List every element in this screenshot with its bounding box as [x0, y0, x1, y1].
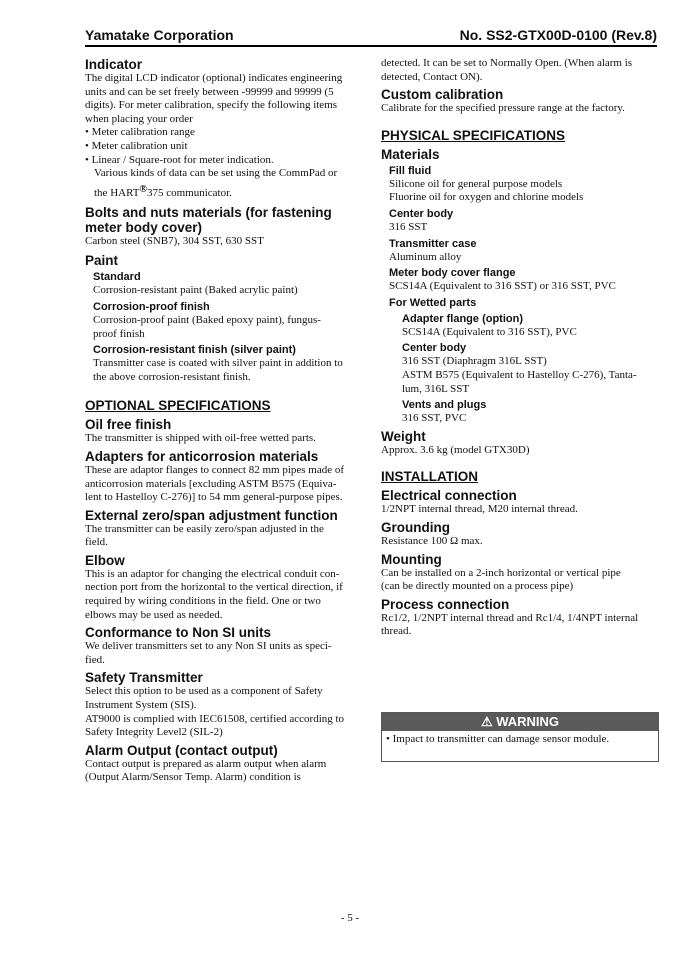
registered-mark: ® — [139, 183, 147, 195]
paint-proof-text-2: proof finish — [93, 327, 145, 340]
materials-heading: Materials — [381, 146, 440, 162]
elbow-heading: Elbow — [85, 552, 125, 568]
adapters-text: anticorrosion materials [excluding ASTM B575 (Equiva- — [85, 477, 337, 490]
page-number: - 5 - — [340, 912, 360, 924]
bullet-item: • Linear / Square-root for meter indication. — [85, 153, 274, 166]
elbow-text: nection port from the horizontal to the vertical direction, if — [85, 581, 343, 594]
wetted-center-body-text: ASTM B575 (Equivalent to Hastelloy C-276), Tanta- — [402, 368, 637, 381]
electrical-connection-heading: Electrical connection — [381, 488, 517, 504]
right-column — [381, 57, 657, 639]
safety-text: AT9000 is complied with IEC61508, certified according to — [85, 712, 345, 725]
grounding-text: Resistance 100 Ω max. — [381, 534, 483, 547]
physical-section-title: PHYSICAL SPECIFICATIONS — [381, 127, 566, 143]
paint-proof-heading: Corrosion-proof finish — [93, 300, 210, 313]
paint-standard-text: Corrosion-resistant paint (Baked acrylic paint) — [93, 284, 298, 297]
alarm-continued-text: detected. It can be set to Normally Open. (When alarm is — [381, 57, 633, 69]
elbow-text: This is an adaptor for changing the electrical conduit con- — [85, 567, 340, 580]
wetted-center-body-text: 316 SST (Diaphragm 316L SST) — [402, 355, 547, 368]
warning-text: • Impact to transmitter can damage sensor module. — [386, 733, 610, 745]
paint-heading: Paint — [85, 253, 119, 269]
indicator-text-3: digits). For meter calibration, specify the following items — [85, 99, 338, 112]
vents-plugs-heading: Vents and plugs — [402, 399, 487, 412]
mounting-text: Can be installed on a 2-inch horizontal or vertical pipe — [381, 566, 621, 579]
indicator-heading: Indicator — [85, 57, 143, 72]
electrical-connection-text: 1/2NPT internal thread, M20 internal thread. — [381, 503, 578, 516]
document-number: No. SS2-GTX00D-0100 (Rev.8) — [459, 27, 657, 43]
cover-flange-text: SCS14A (Equivalent to 316 SST) or 316 SST, PVC — [389, 280, 616, 293]
paint-silver-text-1: Transmitter case is coated with silver paint in addition to — [93, 357, 343, 370]
hart-pre: the HART — [94, 186, 140, 199]
adapters-text: lent to Hastelloy C-276)] to 54 mm general-purpose pipes. — [85, 491, 343, 504]
transmitter-case-heading: Transmitter case — [389, 237, 477, 250]
bolts-heading-2: meter body cover) — [85, 219, 203, 235]
weight-text: Approx. 3.6 kg (model GTX30D) — [381, 443, 530, 456]
warning-title: ⚠ WARNING — [382, 713, 658, 731]
zero-span-text: The transmitter can be easily zero/span adjusted in the — [85, 522, 324, 535]
adapters-heading: Adapters for anticorrosion materials — [85, 448, 319, 464]
alarm-continued-text: detected, Contact ON). — [381, 70, 483, 83]
indicator-text-4: when placing your order — [85, 112, 193, 125]
paint-silver-heading: Corrosion-resistant finish (silver paint) — [93, 344, 296, 357]
optional-section-title: OPTIONAL SPECIFICATIONS — [85, 398, 271, 414]
indicator-text-1: The digital LCD indicator (optional) indicates engineering — [85, 72, 343, 84]
custom-calibration-heading: Custom calibration — [381, 87, 504, 103]
zero-span-text: field. — [85, 536, 108, 549]
adapter-flange-text: SCS14A (Equivalent to 316 SST), PVC — [402, 325, 577, 338]
vents-plugs-text: 316 SST, PVC — [402, 412, 467, 425]
adapter-flange-heading: Adapter flange (option) — [402, 312, 523, 325]
paint-standard-heading: Standard — [93, 271, 141, 284]
company-name: Yamatake Corporation — [85, 27, 234, 43]
center-body-text: 316 SST — [389, 220, 428, 233]
safety-heading: Safety Transmitter — [85, 670, 203, 686]
non-si-heading: Conformance to Non SI units — [85, 625, 272, 641]
process-connection-heading: Process connection — [381, 596, 510, 612]
left-column — [85, 57, 360, 785]
safety-text: Select this option to be used as a component of Safety — [85, 685, 323, 698]
elbow-text: required by wiring conditions in the field. One or two — [85, 595, 321, 608]
bullet-item: • Meter calibration unit — [85, 139, 188, 152]
mounting-text: (can be directly mounted on a process pipe) — [381, 580, 574, 593]
weight-heading: Weight — [381, 428, 426, 444]
fill-fluid-heading: Fill fluid — [389, 164, 432, 177]
grounding-heading: Grounding — [381, 519, 450, 535]
indicator-hart — [85, 181, 360, 202]
elbow-text: elbows may be used as needed. — [85, 608, 223, 621]
adapters-text: These are adaptor flanges to connect 82 mm pipes made of — [85, 463, 345, 476]
zero-span-heading: External zero/span adjustment function — [85, 507, 338, 523]
oil-free-text: The transmitter is shipped with oil-free wetted parts. — [85, 432, 316, 445]
alarm-text: (Output Alarm/Sensor Temp. Alarm) condition is — [85, 771, 301, 784]
safety-text: Safety Integrity Level2 (SIL-2) — [85, 726, 223, 739]
cover-flange-heading: Meter body cover flange — [389, 267, 516, 280]
wetted-center-body-heading: Center body — [402, 342, 467, 355]
oil-free-heading: Oil free finish — [85, 417, 172, 433]
non-si-text: fied. — [85, 653, 105, 666]
transmitter-case-text: Aluminum alloy — [389, 250, 462, 263]
fill-fluid-text: Silicone oil for general purpose models — [389, 177, 563, 190]
bolts-heading-1: Bolts and nuts materials (for fastening — [85, 204, 332, 220]
paint-proof-text-1: Corrosion-proof paint (Baked epoxy paint), fungus- — [93, 313, 321, 326]
indicator-extra: Various kinds of data can be set using the CommPad or — [94, 167, 338, 180]
wetted-parts-heading: For Wetted parts — [389, 296, 477, 309]
process-connection-text: Rc1/2, 1/2NPT internal thread and Rc1/4, 1/4NPT internal — [381, 611, 639, 624]
mounting-heading: Mounting — [381, 551, 442, 567]
wetted-center-body-text: lum, 316L SST — [402, 382, 470, 395]
bolts-text: Carbon steel (SNB7), 304 SST, 630 SST — [85, 234, 264, 247]
hart-post: 375 communicator. — [146, 186, 232, 199]
fill-fluid-text: Fluorine oil for oxygen and chlorine models — [389, 191, 584, 204]
paint-silver-text-2: the above corrosion-resistant finish. — [93, 370, 251, 383]
warning-box — [381, 712, 659, 762]
safety-text: Instrument System (SIS). — [85, 699, 197, 712]
bullet-item: • Meter calibration range — [85, 126, 195, 139]
indicator-text-2: units and can be set freely between -99999 and 99999 (5 — [85, 85, 334, 98]
process-connection-text: thread. — [381, 625, 412, 638]
non-si-text: We deliver transmitters set to any Non SI units as speci- — [85, 640, 332, 653]
center-body-heading: Center body — [389, 207, 454, 220]
custom-calibration-text: Calibrate for the specified pressure range at the factory. — [381, 102, 625, 115]
alarm-text: Contact output is prepared as alarm output when alarm — [85, 757, 327, 770]
alarm-heading: Alarm Output (contact output) — [85, 742, 278, 758]
installation-section-title: INSTALLATION — [381, 469, 478, 485]
page-header — [85, 27, 657, 47]
